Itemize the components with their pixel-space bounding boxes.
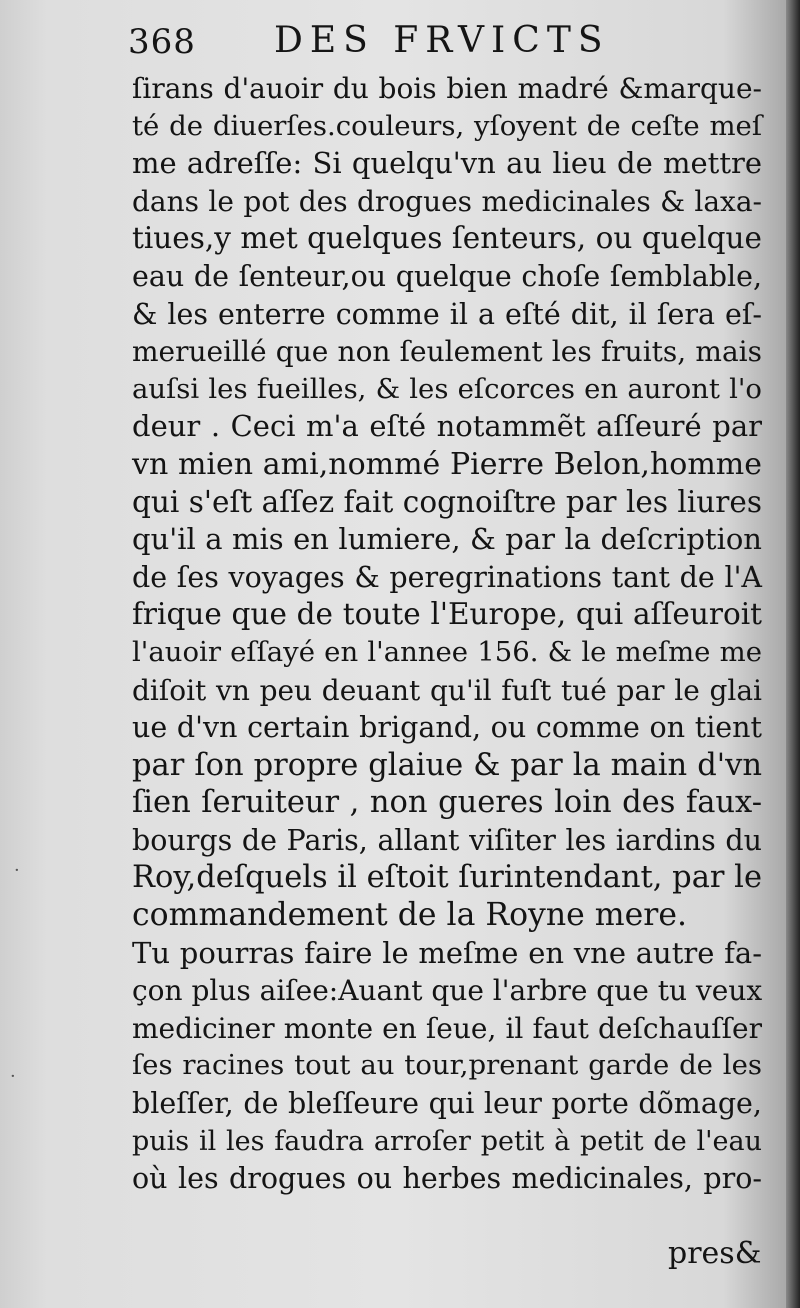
text-line: me adreſſe: Si quelqu'vn au lieu de mettre [132,146,762,181]
book-spine-shadow [786,0,800,1308]
text-line: deur . Ceci m'a eſté notammẽt aſſeuré par [132,409,762,444]
text-line: ſirans d'auoir du bois bien madré &marque- [132,72,762,105]
margin-speck: · [14,860,20,881]
text-line: de ſes voyages & peregrinations tant de l'A [132,560,762,594]
text-line: ue d'vn certain brigand, ou comme on tient [132,711,762,745]
text-line: qui s'eſt aſſez fait cognoiſtre par les liures [132,484,762,519]
text-line: Roy,deſquels il eſtoit ſurintendant, par le [132,860,762,896]
text-line: çon plus aiſee:Auant que l'arbre que tu veux [132,974,763,1008]
text-line: auſsi les fueilles, & les eſcorces en auront l'o [132,372,762,405]
text-line: ſes racines tout au tour,prenant garde de les [132,1049,762,1082]
text-line: tiues,y met quelques ſenteurs, ou quelque [132,221,762,256]
text-line: ſien ſeruiteur , non gueres loin des faux- [132,785,762,821]
catchword: pres& [668,1236,762,1271]
paragraph-end-line: commandement de la Royne mere. [132,897,688,934]
margin-speck: · [10,1066,16,1087]
running-head: DES FRVICTS [274,20,610,61]
text-line: mediciner monte en ſeue, il faut deſchauſſer [132,1011,762,1045]
page-header [128,20,728,70]
text-line: merueillé que non ſeulement les fruits, mais [132,335,762,369]
text-line: vn mien ami,nommé Pierre Belon,homme [132,446,762,482]
text-line: eau de ſenteur,ou quelque choſe ſemblable, [132,259,762,293]
text-line: dans le pot des drogues medicinales & laxa- [132,184,762,218]
text-line: té de diuerſes.couleurs, yſoyent de ceſte meſ [132,109,762,142]
text-line: qu'il a mis en lumiere, & par la deſcription [132,522,762,557]
page-number: 368 [128,22,196,62]
body-text [132,70,762,1198]
text-line: l'auoir eſſayé en l'annee 156. & le meſme me [132,635,762,668]
text-line: bleſſer, de bleſſeure qui leur porte dõmage, [132,1087,762,1121]
text-line: puis il les faudra arroſer petit à petit de l'eau [132,1125,762,1157]
text-line: frique que de toute l'Europe, qui aſſeuroit [132,597,762,632]
text-line: & les enterre comme il a eſté dit, il ſera eſ- [132,297,762,331]
paragraph-start-line: Tu pourras faire le meſme en vne autre fa- [132,935,762,970]
text-line: où les drogues ou herbes medicinales, pro- [132,1162,762,1196]
text-line: par ſon propre glaiue & par la main d'vn [132,747,762,783]
text-line: bourgs de Paris, allant viſiter les iardins du [132,823,762,857]
text-line: diſoit vn peu deuant qu'il fuſt tué par le glai [132,673,762,707]
